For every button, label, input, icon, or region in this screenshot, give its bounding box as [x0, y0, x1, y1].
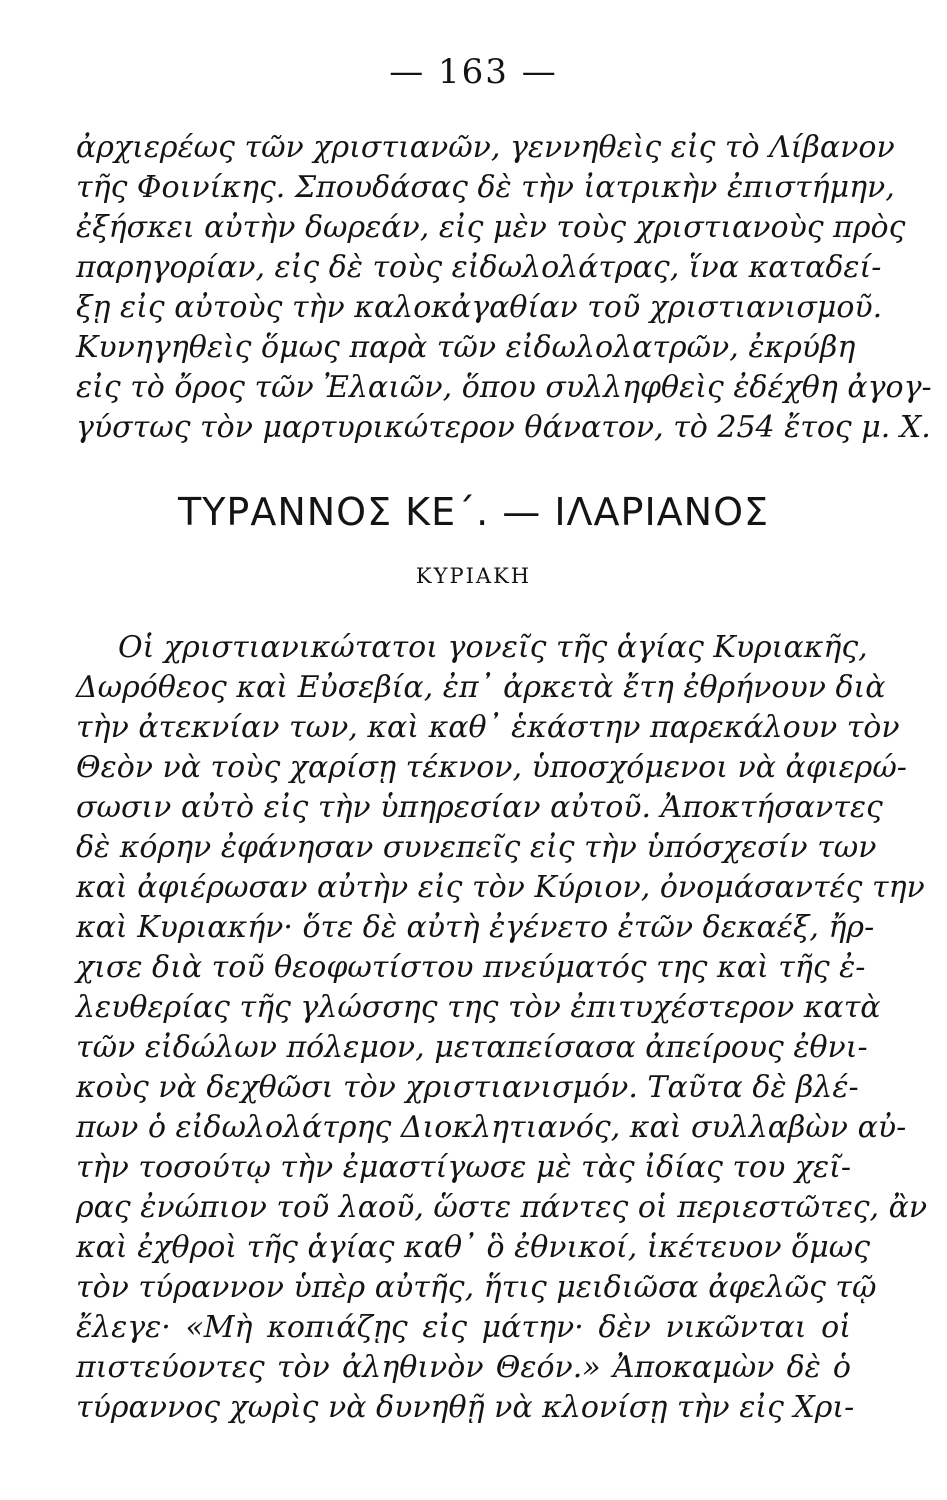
text-line: καὶ Κυριακήν· ὅτε δὲ αὐτὴ ἐγένετο ἐτῶν δεκαέξ, ἤρ- — [76, 910, 875, 945]
text-line: γύστως τὸν μαρτυρικώτερον θάνατον, τὸ 254 ἔτος μ. Χ. — [76, 410, 931, 445]
section-subtitle: ΚΥΡΙΑΚΗ — [415, 564, 532, 588]
text-line: δὲ κόρην ἐφάνησαν συνεπεῖς εἰς τὴν ὑπόσχεσίν των — [76, 830, 877, 865]
text-line: ξῃ εἰς αὐτοὺς τὴν καλοκἀγαθίαν τοῦ χριστιανισμοῦ. — [76, 290, 883, 325]
text-line: χισε διὰ τοῦ θεοφωτίστου πνεύματός της καὶ τῆς ἐ- — [76, 950, 866, 985]
text-line: τύραννος χωρὶς νὰ δυνηθῇ νὰ κλονίσῃ τὴν εἰς Χρι- — [76, 1390, 855, 1425]
text-line: τὸν τύραννον ὑπὲρ αὐτῆς, ἥτις μειδιῶσα ἀφελῶς τῷ — [76, 1270, 877, 1305]
text-line: Δωρόθεος καὶ Εὐσεβία, ἐπ᾽ ἀρκετὰ ἔτη ἐθρήνουν διὰ — [76, 670, 886, 705]
text-line: τὴν τοσούτῳ τὴν ἐμαστίγωσε μὲ τὰς ἰδίας του χεῖ- — [76, 1150, 852, 1185]
text-line: καὶ ἀφιέρωσαν αὐτὴν εἰς τὸν Κύριον, ὀνομάσαντές την — [76, 870, 925, 905]
text-line: κοὺς νὰ δεχθῶσι τὸν χριστιανισμόν. Ταῦτα δὲ βλέ- — [76, 1070, 859, 1105]
text-line: λευθερίας τῆς γλώσσης της τὸν ἐπιτυχέστερον κατὰ — [76, 990, 881, 1025]
text-line: εἰς τὸ ὄρος τῶν Ἐλαιῶν, ὅπου συλληφθεὶς ἐδέχθη ἀγογ- — [76, 370, 932, 405]
text-line: τῆς Φοινίκης. Σπουδάσας δὲ τὴν ἰατρικὴν ἐπιστήμην, — [76, 170, 895, 205]
section-title: ΤΥΡΑΝΝΟΣ ΚΕ΄. — ΙΛΑΡΙΑΝΟΣ — [177, 490, 769, 534]
text-line: τὴν ἀτεκνίαν των, καὶ καθ᾽ ἑκάστην παρεκάλουν τὸν — [76, 710, 900, 745]
text-line: Οἱ χριστιανικώτατοι γονεῖς τῆς ἁγίας Κυριακῆς, — [118, 630, 868, 665]
text-line: Θεὸν νὰ τοὺς χαρίσῃ τέκνον, ὑποσχόμενοι νὰ ἀφιερώ- — [76, 750, 907, 785]
text-line: πων ὁ εἰδωλολάτρης Διοκλητιανός, καὶ συλλαβὼν αὐ- — [76, 1110, 907, 1145]
text-line: ἀρχιερέως τῶν χριστιανῶν, γεννηθεὶς εἰς τὸ Λίβανον — [76, 130, 895, 165]
page-number: — 163 — — [389, 52, 558, 92]
text-line: τῶν εἰδώλων πόλεμον, μεταπείσασα ἀπείρους ἐθνι- — [76, 1030, 868, 1065]
text-line: παρηγορίαν, εἰς δὲ τοὺς εἰδωλολάτρας, ἵνα καταδεί- — [76, 250, 882, 285]
text-line: ἔλεγε· «Μὴ κοπιάζῃς εἰς μάτην· δὲν νικῶνται οἱ — [76, 1310, 851, 1345]
text-line: ρας ἐνώπιον τοῦ λαοῦ, ὥστε πάντες οἱ περιεστῶτες, ἂν — [76, 1190, 928, 1225]
text-line: σωσιν αὐτὸ εἰς τὴν ὑπηρεσίαν αὐτοῦ. Ἀποκτήσαντες — [76, 790, 883, 825]
text-line: ἐξήσκει αὐτὴν δωρεάν, εἰς μὲν τοὺς χριστιανοὺς πρὸς — [76, 210, 906, 245]
text-line: καὶ ἐχθροὶ τῆς ἁγίας καθ᾽ ὃ ἐθνικοί, ἱκέτευον ὅμως — [76, 1230, 871, 1265]
text-line: πιστεύοντες τὸν ἀληθινὸν Θεόν.» Ἀποκαμὼν δὲ ὁ — [76, 1350, 851, 1385]
text-line: Κυνηγηθεὶς ὅμως παρὰ τῶν εἰδωλολατρῶν, ἐκρύβη — [76, 330, 856, 365]
